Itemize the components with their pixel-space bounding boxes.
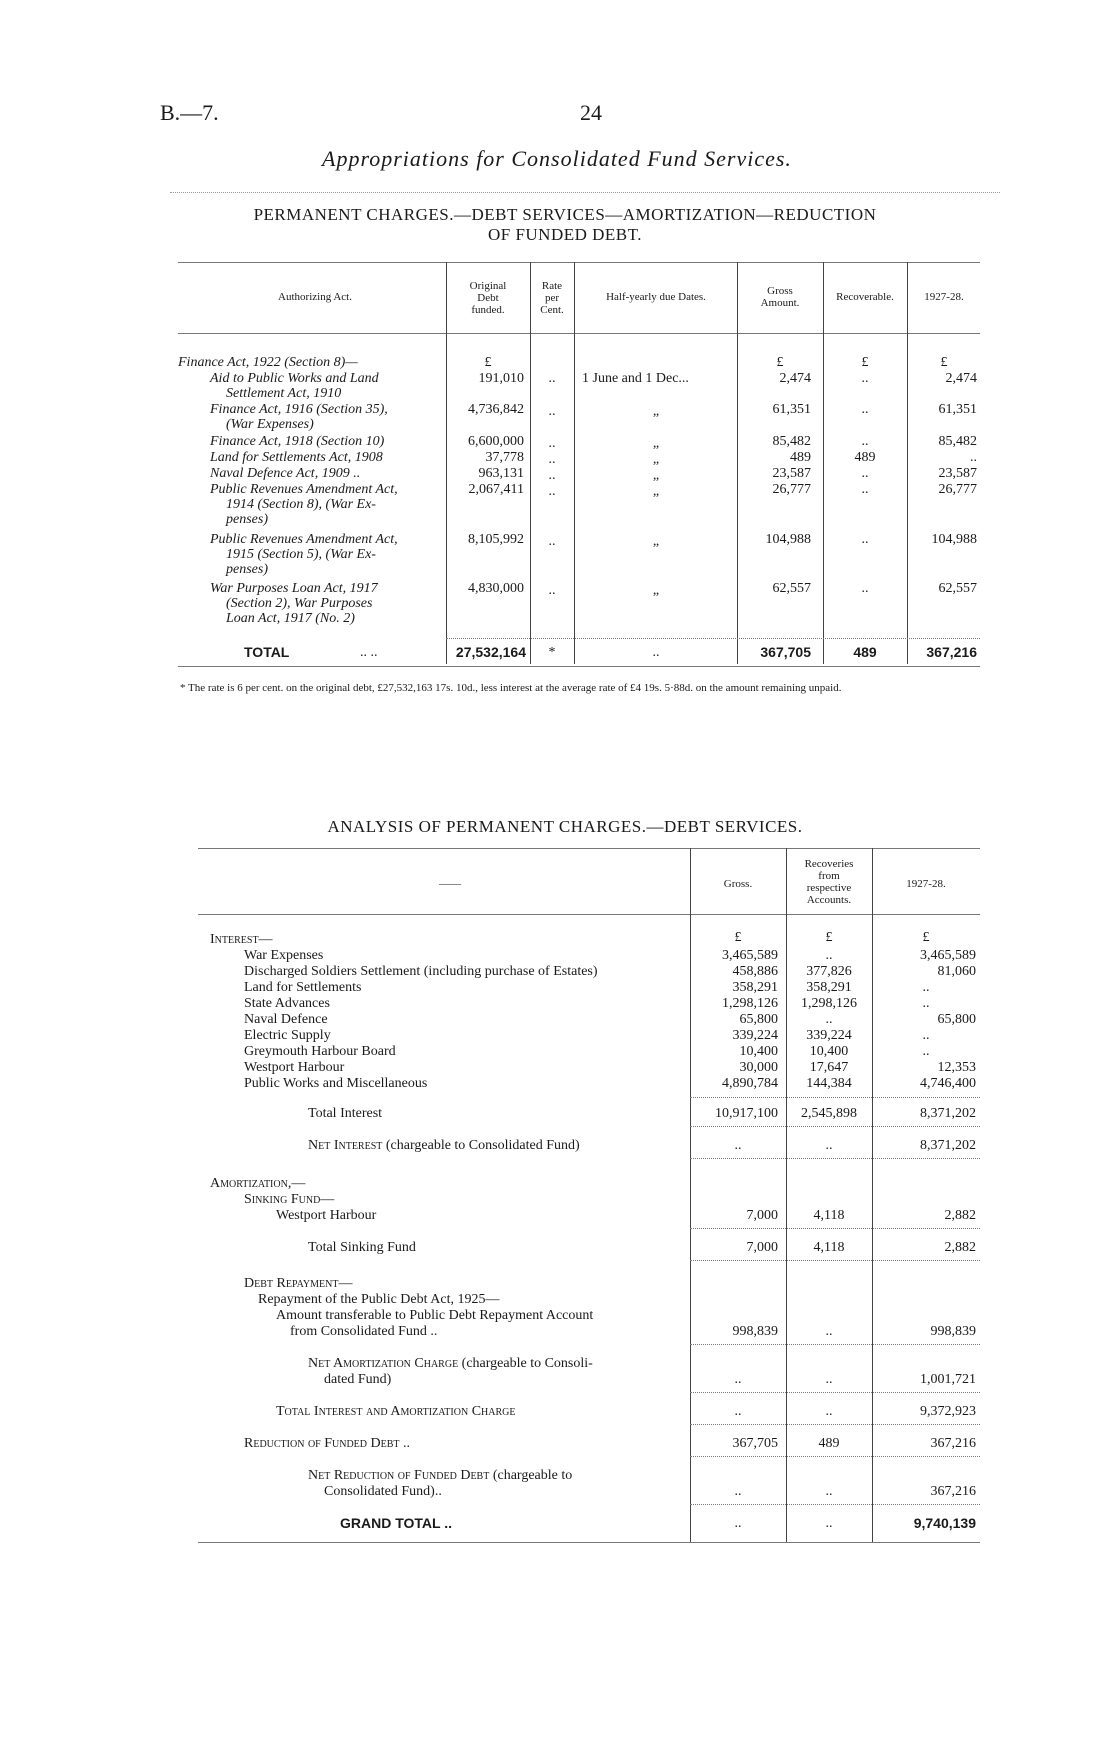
table1-row-act: Naval Defence Act, 1909 .. xyxy=(210,466,361,481)
table1-col-divider xyxy=(446,262,447,664)
interest-row-recoveries: 339,224 xyxy=(806,1028,852,1043)
table1-row-year: .. xyxy=(970,450,977,465)
table2-bottom-rule xyxy=(198,1542,980,1543)
net-amortization-gross: .. xyxy=(734,1372,742,1387)
page-title: Appropriations for Consolidated Fund Services. xyxy=(322,146,792,171)
amortization-heading: Amortization,— xyxy=(210,1176,306,1191)
net-reduction-gross: .. xyxy=(734,1484,742,1499)
table1-total-label: TOTAL xyxy=(244,644,290,660)
col-header-authorizing-act: Authorizing Act. xyxy=(278,291,352,303)
table1-row-recoverable: 489 xyxy=(854,450,876,465)
col-header-gross-amount: Gross Amount. xyxy=(760,285,800,309)
table1-row-year: 62,557 xyxy=(938,581,977,596)
row-divider xyxy=(690,1424,980,1425)
total-interest-year: 8,371,202 xyxy=(920,1106,976,1121)
col-header-recoveries: Recoveries from respective Accounts. xyxy=(804,858,854,906)
table1-row-rate: .. xyxy=(548,404,556,419)
interest-row-label: Westport Harbour xyxy=(244,1060,345,1075)
grand-total-gross: .. xyxy=(734,1516,742,1531)
table1-col-divider xyxy=(907,262,908,664)
table2-top-rule xyxy=(198,848,980,849)
table1-total-dots: .. .. xyxy=(360,645,378,660)
page-number: 24 xyxy=(580,100,602,125)
grand-total-recoveries: .. xyxy=(825,1516,833,1531)
table1-row-act: Public Revenues Amendment Act, 1915 (Section 5), (War Ex- penses) xyxy=(210,532,398,577)
table1-total-debt: 27,532,164 xyxy=(455,644,526,660)
interest-row-gross: 458,886 xyxy=(732,964,778,979)
table1-row-year: 61,351 xyxy=(938,402,977,417)
net-amortization-label-cont: dated Fund) xyxy=(324,1372,392,1387)
table1-row-dates: „ xyxy=(652,484,660,499)
table1-col-divider xyxy=(823,262,824,664)
row-divider xyxy=(690,1456,980,1457)
currency-symbol: £ xyxy=(734,930,742,945)
repayment-year: 998,839 xyxy=(930,1324,976,1339)
reduction-funded-debt-label: Reduction of Funded Debt .. xyxy=(244,1436,411,1451)
total-interest-amortization-gross: .. xyxy=(734,1404,742,1419)
col-header-due-dates: Half-yearly due Dates. xyxy=(606,291,706,303)
net-interest-recoveries: .. xyxy=(825,1138,833,1153)
repayment-from-line: from Consolidated Fund .. xyxy=(290,1324,438,1339)
interest-row-gross: 30,000 xyxy=(739,1060,778,1075)
table1-row-year: 23,587 xyxy=(938,466,977,481)
interest-row-year: 81,060 xyxy=(937,964,976,979)
interest-row-year: .. xyxy=(922,1044,930,1059)
table1-row-dates: „ xyxy=(652,404,660,419)
col-header-year: 1927-28. xyxy=(924,291,964,303)
table1-top-rule xyxy=(178,262,980,263)
table1-total-dates: .. xyxy=(652,645,660,660)
row-divider xyxy=(690,1344,980,1345)
col-header-description: —— xyxy=(439,878,461,890)
table1-bottom-rule xyxy=(178,666,980,667)
currency-symbol: £ xyxy=(776,355,784,370)
interest-row-label: State Advances xyxy=(244,996,330,1011)
interest-row-label: Naval Defence xyxy=(244,1012,328,1027)
currency-symbol: £ xyxy=(484,355,492,370)
interest-subtotal-rule xyxy=(690,1097,980,1098)
table1-total-year: 367,216 xyxy=(926,644,977,660)
table1-row-debt: 8,105,992 xyxy=(468,532,524,547)
table2-header-rule xyxy=(198,914,980,915)
table1-row-act: Public Revenues Amendment Act, 1914 (Section 8), (War Ex- penses) xyxy=(210,482,398,527)
repayment-gross: 998,839 xyxy=(732,1324,778,1339)
table1-row-dates: „ xyxy=(652,436,660,451)
row-divider xyxy=(690,1504,980,1505)
total-sinking-fund-year: 2,882 xyxy=(944,1240,976,1255)
westport-harbour-label: Westport Harbour xyxy=(276,1208,377,1223)
interest-row-gross: 65,800 xyxy=(739,1012,778,1027)
table1-footnote: * The rate is 6 per cent. on the original debt, £27,532,163 17s. 10d., less interest at the average rate of £4 19s. 5·88d. on the amount remaining unpaid. xyxy=(180,682,842,694)
table1-row-debt: 4,830,000 xyxy=(468,581,524,596)
currency-symbol: £ xyxy=(825,930,833,945)
table1-intro-act: Finance Act, 1922 (Section 8)— xyxy=(178,355,358,370)
table1-total-rate: * xyxy=(548,645,556,660)
debt-repayment-heading: Debt Repayment— xyxy=(244,1276,353,1291)
total-interest-amortization-recoveries: .. xyxy=(825,1404,833,1419)
table1-row-recoverable: .. xyxy=(861,466,869,481)
table1-row-gross: 23,587 xyxy=(772,466,811,481)
net-interest-year: 8,371,202 xyxy=(920,1138,976,1153)
table1-row-rate: .. xyxy=(548,534,556,549)
net-amortization-recoveries: .. xyxy=(825,1372,833,1387)
interest-row-label: Discharged Soldiers Settlement (including purchase of Estates) xyxy=(244,964,598,979)
table1-row-rate: .. xyxy=(548,452,556,467)
table2-col-divider xyxy=(786,848,787,1542)
table1-row-gross: 104,988 xyxy=(765,532,811,547)
interest-row-gross: 358,291 xyxy=(732,980,778,995)
table1-row-act: Finance Act, 1918 (Section 10) xyxy=(210,434,385,449)
net-interest-label: Net Interest (chargeable to Consolidated Fund) xyxy=(308,1138,580,1153)
westport-harbour-year: 2,882 xyxy=(944,1208,976,1223)
repayment-recoveries: .. xyxy=(825,1324,833,1339)
table1-row-dates: „ xyxy=(652,468,660,483)
table1-row-rate: .. xyxy=(548,371,556,386)
interest-row-year: 3,465,589 xyxy=(920,948,976,963)
interest-row-year: 4,746,400 xyxy=(920,1076,976,1091)
interest-row-label: War Expenses xyxy=(244,948,324,963)
interest-row-gross: 339,224 xyxy=(732,1028,778,1043)
table1-total-gross: 367,705 xyxy=(760,644,811,660)
table1-row-act: Land for Settlements Act, 1908 xyxy=(210,450,383,465)
table2-col-divider xyxy=(690,848,691,1542)
table1-row-dates: „ xyxy=(652,452,660,467)
table1-row-debt: 191,010 xyxy=(478,371,524,386)
table1-row-year: 26,777 xyxy=(938,482,977,497)
interest-row-recoveries: 1,298,126 xyxy=(801,996,857,1011)
table1-row-rate: .. xyxy=(548,484,556,499)
table1-row-rate: .. xyxy=(548,583,556,598)
table1-row-recoverable: .. xyxy=(861,402,869,417)
table2-col-divider xyxy=(872,848,873,1542)
total-interest-amortization-label: Total Interest and Amortization Charge xyxy=(276,1404,516,1419)
interest-row-recoveries: 358,291 xyxy=(806,980,852,995)
net-interest-gross: .. xyxy=(734,1138,742,1153)
grand-total-label: GRAND TOTAL .. xyxy=(340,1515,452,1531)
net-reduction-recoveries: .. xyxy=(825,1484,833,1499)
table1-row-act: War Purposes Loan Act, 1917 (Section 2), War Purposes Loan Act, 1917 (No. 2) xyxy=(210,581,378,626)
sinking-fund-heading: Sinking Fund— xyxy=(244,1192,335,1207)
westport-harbour-recoveries: 4,118 xyxy=(813,1208,845,1223)
interest-row-label: Electric Supply xyxy=(244,1028,331,1043)
table1-row-debt: 2,067,411 xyxy=(468,482,524,497)
interest-heading: Interest— xyxy=(210,932,273,947)
interest-row-gross: 3,465,589 xyxy=(722,948,778,963)
table1-row-debt: 6,600,000 xyxy=(468,434,524,449)
row-divider xyxy=(690,1126,980,1127)
interest-row-year: 12,353 xyxy=(937,1060,976,1075)
title-divider xyxy=(170,192,1000,193)
interest-row-label: Greymouth Harbour Board xyxy=(244,1044,396,1059)
row-divider xyxy=(690,1228,980,1229)
table2-title: ANALYSIS OF PERMANENT CHARGES.—DEBT SERVICES. xyxy=(327,817,803,836)
total-interest-recoveries: 2,545,898 xyxy=(801,1106,857,1121)
interest-row-gross: 4,890,784 xyxy=(722,1076,778,1091)
table1-row-debt: 4,736,842 xyxy=(468,402,524,417)
row-divider xyxy=(690,1158,980,1159)
net-reduction-label-cont: Consolidated Fund).. xyxy=(324,1484,442,1499)
interest-row-gross: 1,298,126 xyxy=(722,996,778,1011)
table1-row-act: Finance Act, 1916 (Section 35), (War Expenses) xyxy=(210,402,388,432)
table1-total-recoverable: 489 xyxy=(853,644,877,660)
col-header-recoverable: Recoverable. xyxy=(836,291,894,303)
interest-row-year: .. xyxy=(922,980,930,995)
currency-symbol: £ xyxy=(940,355,948,370)
table1-total-rule xyxy=(446,638,980,639)
col-header-rate: Rate per Cent. xyxy=(540,280,564,316)
table1-row-gross: 85,482 xyxy=(772,434,811,449)
table1-row-rate: .. xyxy=(548,468,556,483)
table1-row-year: 104,988 xyxy=(931,532,977,547)
interest-row-year: .. xyxy=(922,996,930,1011)
table1-row-dates: 1 June and 1 Dec... xyxy=(582,371,689,386)
table1-row-act: Aid to Public Works and Land Settlement Act, 1910 xyxy=(210,371,379,401)
interest-row-recoveries: 10,400 xyxy=(809,1044,849,1059)
table1-row-recoverable: .. xyxy=(861,371,869,386)
total-interest-amortization-year: 9,372,923 xyxy=(920,1404,976,1419)
col-header-gross: Gross. xyxy=(723,878,753,890)
table1-row-year: 2,474 xyxy=(945,371,977,386)
repayment-transfer-line: Amount transferable to Public Debt Repayment Account xyxy=(276,1308,594,1323)
total-sinking-fund-gross: 7,000 xyxy=(746,1240,778,1255)
currency-symbol: £ xyxy=(922,930,930,945)
table1-row-gross: 489 xyxy=(790,450,811,465)
row-divider xyxy=(690,1392,980,1393)
reduction-funded-debt-gross: 367,705 xyxy=(732,1436,778,1451)
interest-row-recoveries: .. xyxy=(825,948,833,963)
total-sinking-fund-label: Total Sinking Fund xyxy=(308,1240,416,1255)
table1-title-line1: PERMANENT CHARGES.—DEBT SERVICES—AMORTIZATION—REDUCTION xyxy=(253,205,877,224)
table1-title-line2: OF FUNDED DEBT. xyxy=(487,225,643,244)
table1-row-gross: 62,557 xyxy=(772,581,811,596)
interest-row-label: Public Works and Miscellaneous xyxy=(244,1076,428,1091)
table1-row-recoverable: .. xyxy=(861,581,869,596)
interest-row-recoveries: .. xyxy=(825,1012,833,1027)
total-interest-gross: 10,917,100 xyxy=(715,1106,778,1121)
interest-row-gross: 10,400 xyxy=(739,1044,778,1059)
table1-row-debt: 37,778 xyxy=(485,450,524,465)
table1-row-gross: 26,777 xyxy=(772,482,811,497)
table1-col-divider xyxy=(737,262,738,664)
col-header-original-debt: Original Debt funded. xyxy=(469,280,507,316)
table1-row-dates: „ xyxy=(652,583,660,598)
total-interest-label: Total Interest xyxy=(308,1106,383,1121)
table1-row-year: 85,482 xyxy=(938,434,977,449)
repayment-act-line: Repayment of the Public Debt Act, 1925— xyxy=(258,1292,500,1307)
table1-row-dates: „ xyxy=(652,534,660,549)
interest-row-recoveries: 144,384 xyxy=(806,1076,852,1091)
table1-row-recoverable: .. xyxy=(861,434,869,449)
net-reduction-label: Net Reduction of Funded Debt (chargeable to xyxy=(308,1468,573,1483)
table1-header-rule xyxy=(178,333,980,334)
document-reference: B.—7. xyxy=(160,100,219,125)
net-amortization-label: Net Amortization Charge (chargeable to Consoli- xyxy=(308,1356,593,1371)
interest-row-label: Land for Settlements xyxy=(244,980,362,995)
interest-row-year: 65,800 xyxy=(937,1012,976,1027)
col-header-year: 1927-28. xyxy=(906,878,946,890)
row-divider xyxy=(690,1260,980,1261)
table1-row-debt: 963,131 xyxy=(478,466,524,481)
net-amortization-year: 1,001,721 xyxy=(920,1372,976,1387)
table1-row-recoverable: .. xyxy=(861,482,869,497)
table1-row-gross: 2,474 xyxy=(779,371,811,386)
table1-row-gross: 61,351 xyxy=(772,402,811,417)
table1-col-divider xyxy=(574,262,575,664)
westport-harbour-gross: 7,000 xyxy=(746,1208,778,1223)
total-sinking-fund-recoveries: 4,118 xyxy=(813,1240,845,1255)
interest-row-recoveries: 17,647 xyxy=(809,1060,849,1075)
net-reduction-year: 367,216 xyxy=(930,1484,976,1499)
interest-row-recoveries: 377,826 xyxy=(806,964,852,979)
table1-row-rate: .. xyxy=(548,436,556,451)
interest-row-year: .. xyxy=(922,1028,930,1043)
grand-total-year: 9,740,139 xyxy=(913,1515,976,1531)
reduction-funded-debt-year: 367,216 xyxy=(930,1436,976,1451)
reduction-funded-debt-recoveries: 489 xyxy=(818,1436,840,1451)
currency-symbol: £ xyxy=(861,355,869,370)
table1-row-recoverable: .. xyxy=(861,532,869,547)
